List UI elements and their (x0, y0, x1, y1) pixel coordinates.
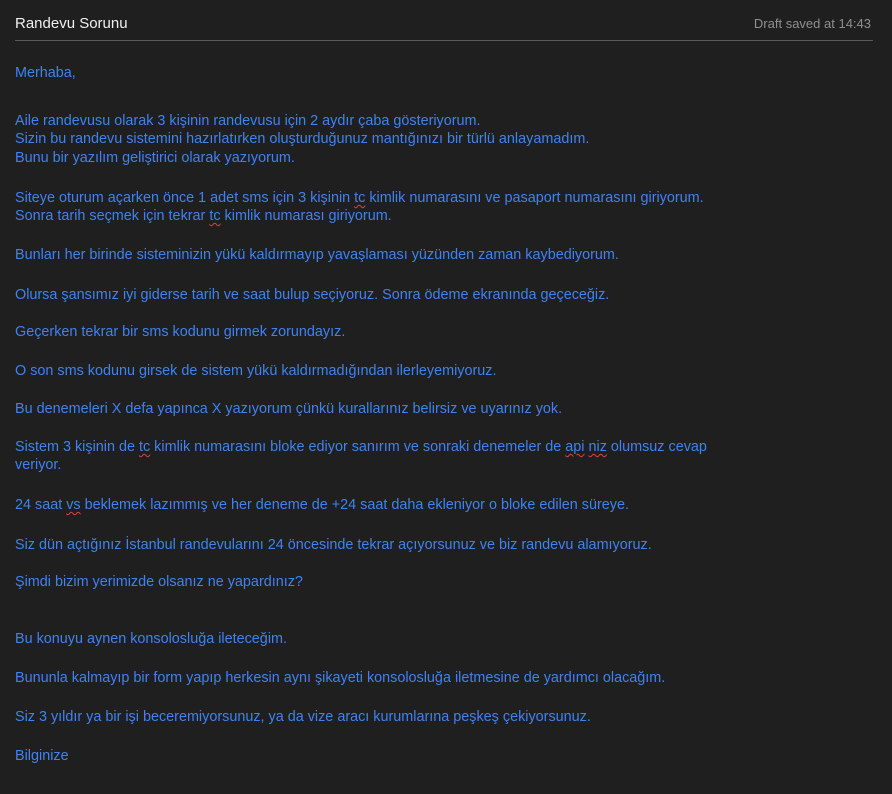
body-line: Bununla kalmayıp bir form yapıp herkesin aynı şikayeti konsolosluğa iletmesine de yardımcı olacağım. (15, 670, 666, 686)
body-line: Sizin bu randevu sistemini hazırlatırken oluşturduğunuz mantığınızı bir türlü anlayamadım. (15, 131, 590, 147)
body-line: Siz 3 yıldır ya bir işi beceremiyorsunuz, ya da vize aracı kurumlarına peşkeş çekiyorsunuz. (15, 709, 591, 725)
body-line (15, 438, 707, 456)
body-line: Aile randevusu olarak 3 kişinin randevusu için 2 aydır çaba gösteriyorum. (15, 113, 481, 129)
message-body[interactable] (15, 0, 877, 794)
text-segment: Sistem 3 kişinin de (15, 439, 139, 455)
text-segment: kimlik numarasını ve pasaport numarasını giriyorum. (365, 190, 704, 206)
body-line: Şimdi bizim yerimizde olsanız ne yapardınız? (15, 574, 303, 590)
body-line: Siz dün açtığınız İstanbul randevularını 24 öncesinde tekrar açıyorsunuz ve biz randevu alamıyoruz. (15, 537, 652, 553)
text-segment: beklemek lazımmış ve her deneme de +24 saat daha ekleniyor o bloke edilen süreye. (80, 497, 629, 513)
misspelled-word[interactable]: tc (354, 190, 366, 206)
body-line (15, 496, 629, 514)
draft-status: Draft saved at 14:43 (753, 16, 871, 31)
text-segment: kimlik numarasını bloke ediyor sanırım ve sonraki denemeler de (150, 439, 566, 455)
closing-line: Bilginize (15, 748, 69, 764)
misspelled-word[interactable]: niz (588, 439, 607, 455)
text-segment: Sonra tarih seçmek için tekrar (15, 208, 210, 224)
text-segment: olumsuz cevap (606, 439, 707, 455)
text-segment: Siteye oturum açarken önce 1 adet sms için 3 kişinin (15, 190, 355, 206)
body-line: Olursa şansımız iyi giderse tarih ve saat bulup seçiyoruz. Sonra ödeme ekranında geçeceğiz. (15, 287, 610, 303)
body-line (15, 207, 392, 225)
greeting-line: Merhaba, (15, 65, 76, 81)
misspelled-word[interactable]: api (565, 439, 585, 455)
body-line: veriyor. (15, 457, 62, 473)
misspelled-word[interactable]: tc (209, 208, 221, 224)
body-line: O son sms kodunu girsek de sistem yükü kaldırmadığından ilerleyemiyoruz. (15, 363, 497, 379)
body-line (15, 189, 704, 207)
misspelled-word[interactable]: tc (138, 439, 151, 455)
subject-field[interactable]: Randevu Sorunu (15, 15, 128, 32)
body-line: Bunları her birinde sisteminizin yükü kaldırmayıp yavaşlaması yüzünden zaman kaybediyorum. (15, 247, 619, 263)
text-segment: kimlik numarası giriyorum. (220, 208, 392, 224)
body-line: Bu konuyu aynen konsolosluğa ileteceğim. (15, 631, 287, 647)
text-segment: 24 saat (15, 497, 67, 513)
body-line: Bunu bir yazılım geliştirici olarak yazıyorum. (15, 150, 295, 166)
misspelled-word[interactable]: vs (66, 497, 81, 513)
body-line: Geçerken tekrar bir sms kodunu girmek zorundayız. (15, 324, 346, 340)
body-line: Bu denemeleri X defa yapınca X yazıyorum çünkü kurallarınız belirsiz ve uyarınız yok. (15, 401, 563, 417)
